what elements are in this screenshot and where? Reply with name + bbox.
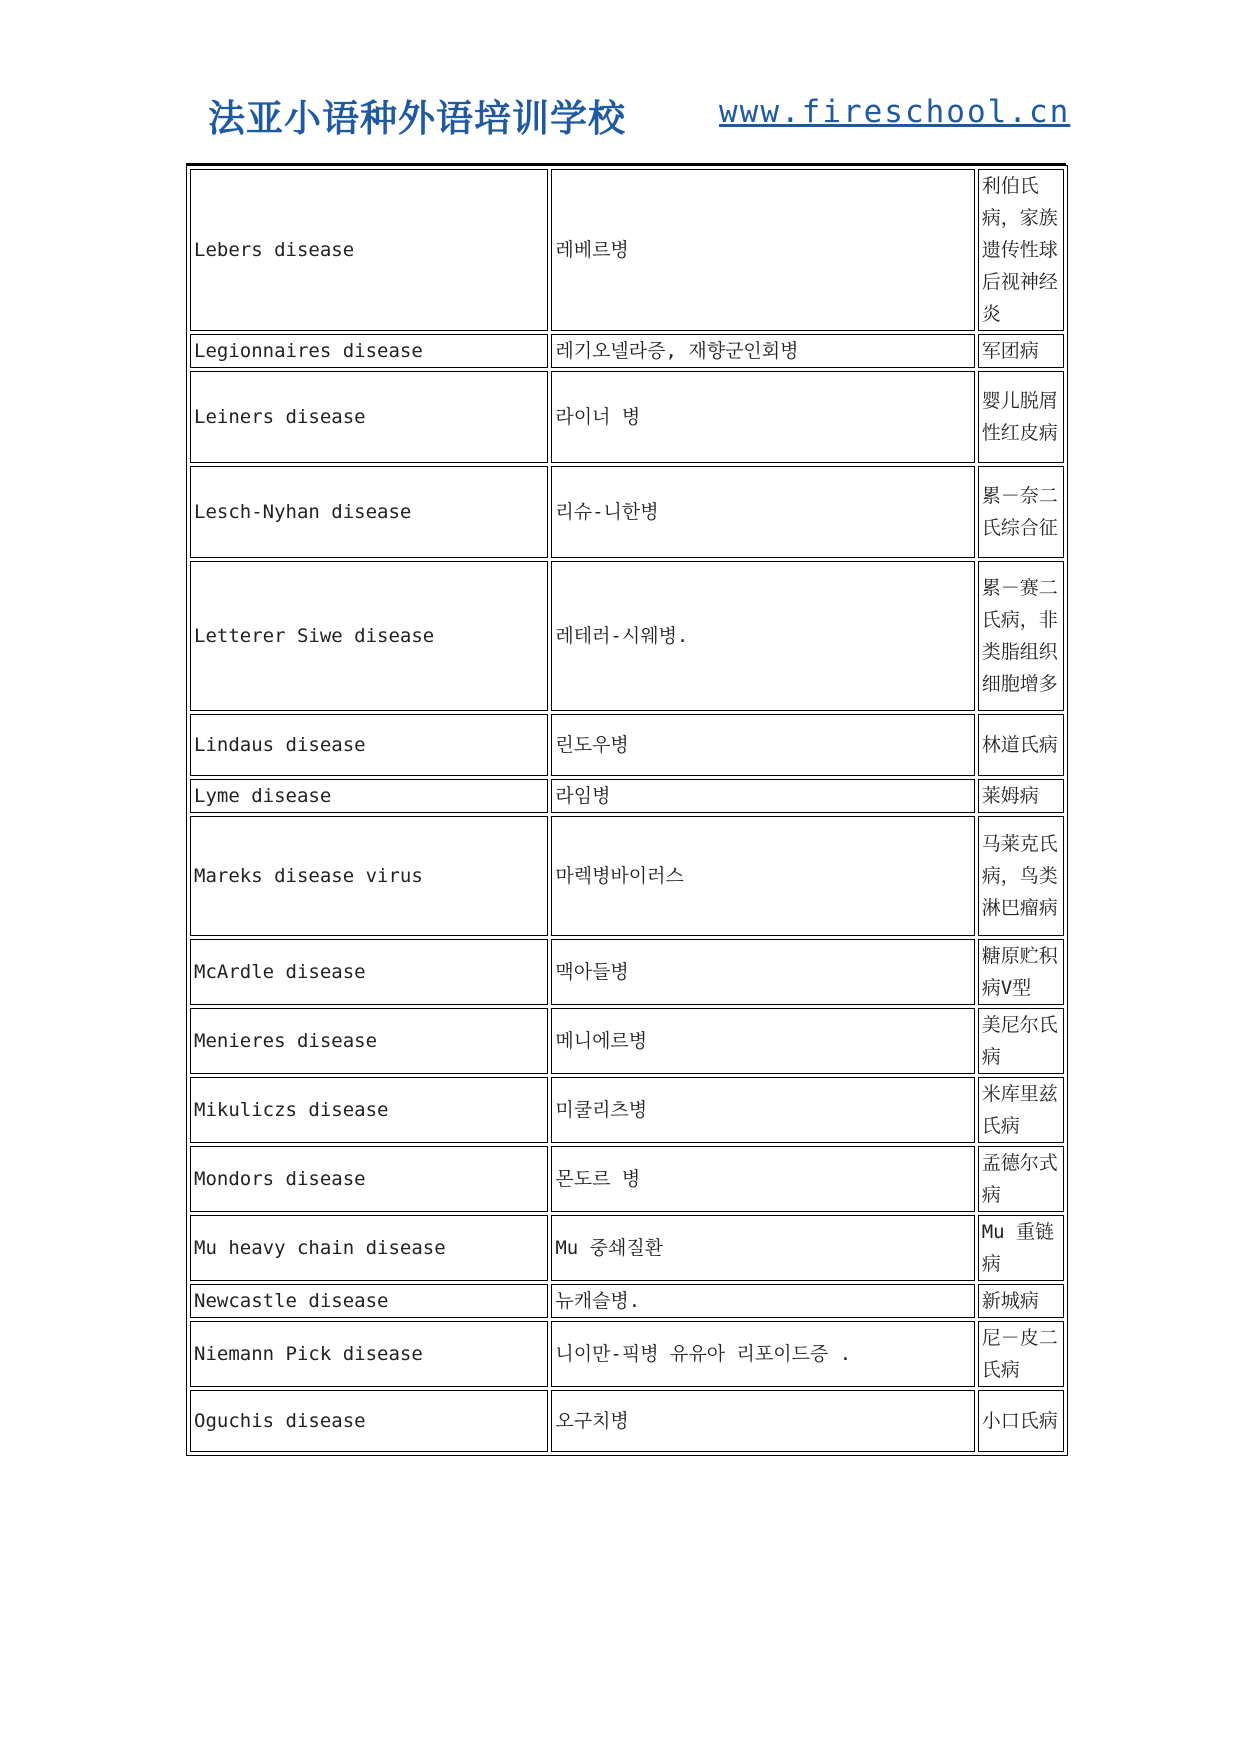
- english-term: Oguchis disease: [190, 1390, 548, 1452]
- table-row: [190, 816, 1064, 936]
- table-row: [190, 466, 1064, 558]
- english-term: Mikuliczs disease: [190, 1077, 548, 1143]
- english-term: Leiners disease: [190, 371, 548, 463]
- chinese-term: 婴儿脱屑性红皮病: [978, 371, 1064, 463]
- chinese-term: 利伯氏病，家族遗传性球后视神经炎: [978, 169, 1064, 331]
- chinese-term: 军团病: [978, 334, 1064, 368]
- english-term: Mareks disease virus: [190, 816, 548, 936]
- korean-term: 라이너 병: [551, 371, 974, 463]
- table-row: [190, 1321, 1064, 1387]
- table-row: [190, 1215, 1064, 1281]
- table-row: [190, 371, 1064, 463]
- chinese-term: 林道氏病: [978, 714, 1064, 776]
- chinese-term: 尼－皮二氏病: [978, 1321, 1064, 1387]
- table-row: [190, 169, 1064, 331]
- chinese-term: 糖原贮积病V型: [978, 939, 1064, 1005]
- korean-term: 몬도르 병: [551, 1146, 974, 1212]
- table-row: [190, 334, 1064, 368]
- table-row: [190, 1284, 1064, 1318]
- korean-term: 뉴캐슬병.: [551, 1284, 974, 1318]
- korean-term: 레기오넬라증, 재향군인회병: [551, 334, 974, 368]
- table-row: [190, 1008, 1064, 1074]
- korean-term: 레테러-시웨병.: [551, 561, 974, 711]
- chinese-term: 新城病: [978, 1284, 1064, 1318]
- chinese-term: 马莱克氏病，鸟类淋巴瘤病: [978, 816, 1064, 936]
- korean-term: 리슈-니한병: [551, 466, 974, 558]
- korean-term: 니이만-픽병 유유아 리포이드증 .: [551, 1321, 974, 1387]
- chinese-term: 累－赛二氏病，非类脂组织细胞增多: [978, 561, 1064, 711]
- english-term: Mu heavy chain disease: [190, 1215, 548, 1281]
- chinese-term: 米库里兹氏病: [978, 1077, 1064, 1143]
- korean-term: 맥아들병: [551, 939, 974, 1005]
- website-link[interactable]: www.fireschool.cn: [719, 94, 1071, 130]
- english-term: Mondors disease: [190, 1146, 548, 1212]
- table-row: [190, 939, 1064, 1005]
- english-term: McArdle disease: [190, 939, 548, 1005]
- korean-term: 메니에르병: [551, 1008, 974, 1074]
- korean-term: 레베르병: [551, 169, 974, 331]
- korean-term: 오구치병: [551, 1390, 974, 1452]
- english-term: Menieres disease: [190, 1008, 548, 1074]
- glossary-table: [186, 165, 1068, 1456]
- page-header: [208, 88, 1071, 144]
- chinese-term: 孟德尔式病: [978, 1146, 1064, 1212]
- english-term: Newcastle disease: [190, 1284, 548, 1318]
- korean-term: 미쿨리츠병: [551, 1077, 974, 1143]
- chinese-term: 莱姆病: [978, 779, 1064, 813]
- school-name: 法亚小语种外语培训学校: [208, 97, 626, 140]
- table-row: [190, 561, 1064, 711]
- table-row: [190, 1146, 1064, 1212]
- chinese-term: 小口氏病: [978, 1390, 1064, 1452]
- korean-term: 마렉병바이러스: [551, 816, 974, 936]
- korean-term: 린도우병: [551, 714, 974, 776]
- table-row: [190, 1390, 1064, 1452]
- english-term: Lindaus disease: [190, 714, 548, 776]
- table-row: [190, 714, 1064, 776]
- english-term: Lebers disease: [190, 169, 548, 331]
- table-row: [190, 779, 1064, 813]
- table-row: [190, 1077, 1064, 1143]
- english-term: Letterer Siwe disease: [190, 561, 548, 711]
- korean-term: 라임병: [551, 779, 974, 813]
- english-term: Lyme disease: [190, 779, 548, 813]
- chinese-term: 美尼尔氏病: [978, 1008, 1064, 1074]
- chinese-term: 累－奈二氏综合征: [978, 466, 1064, 558]
- chinese-term: Mu 重链病: [978, 1215, 1064, 1281]
- english-term: Niemann Pick disease: [190, 1321, 548, 1387]
- english-term: Legionnaires disease: [190, 334, 548, 368]
- korean-term: Mu 중쇄질환: [551, 1215, 974, 1281]
- english-term: Lesch-Nyhan disease: [190, 466, 548, 558]
